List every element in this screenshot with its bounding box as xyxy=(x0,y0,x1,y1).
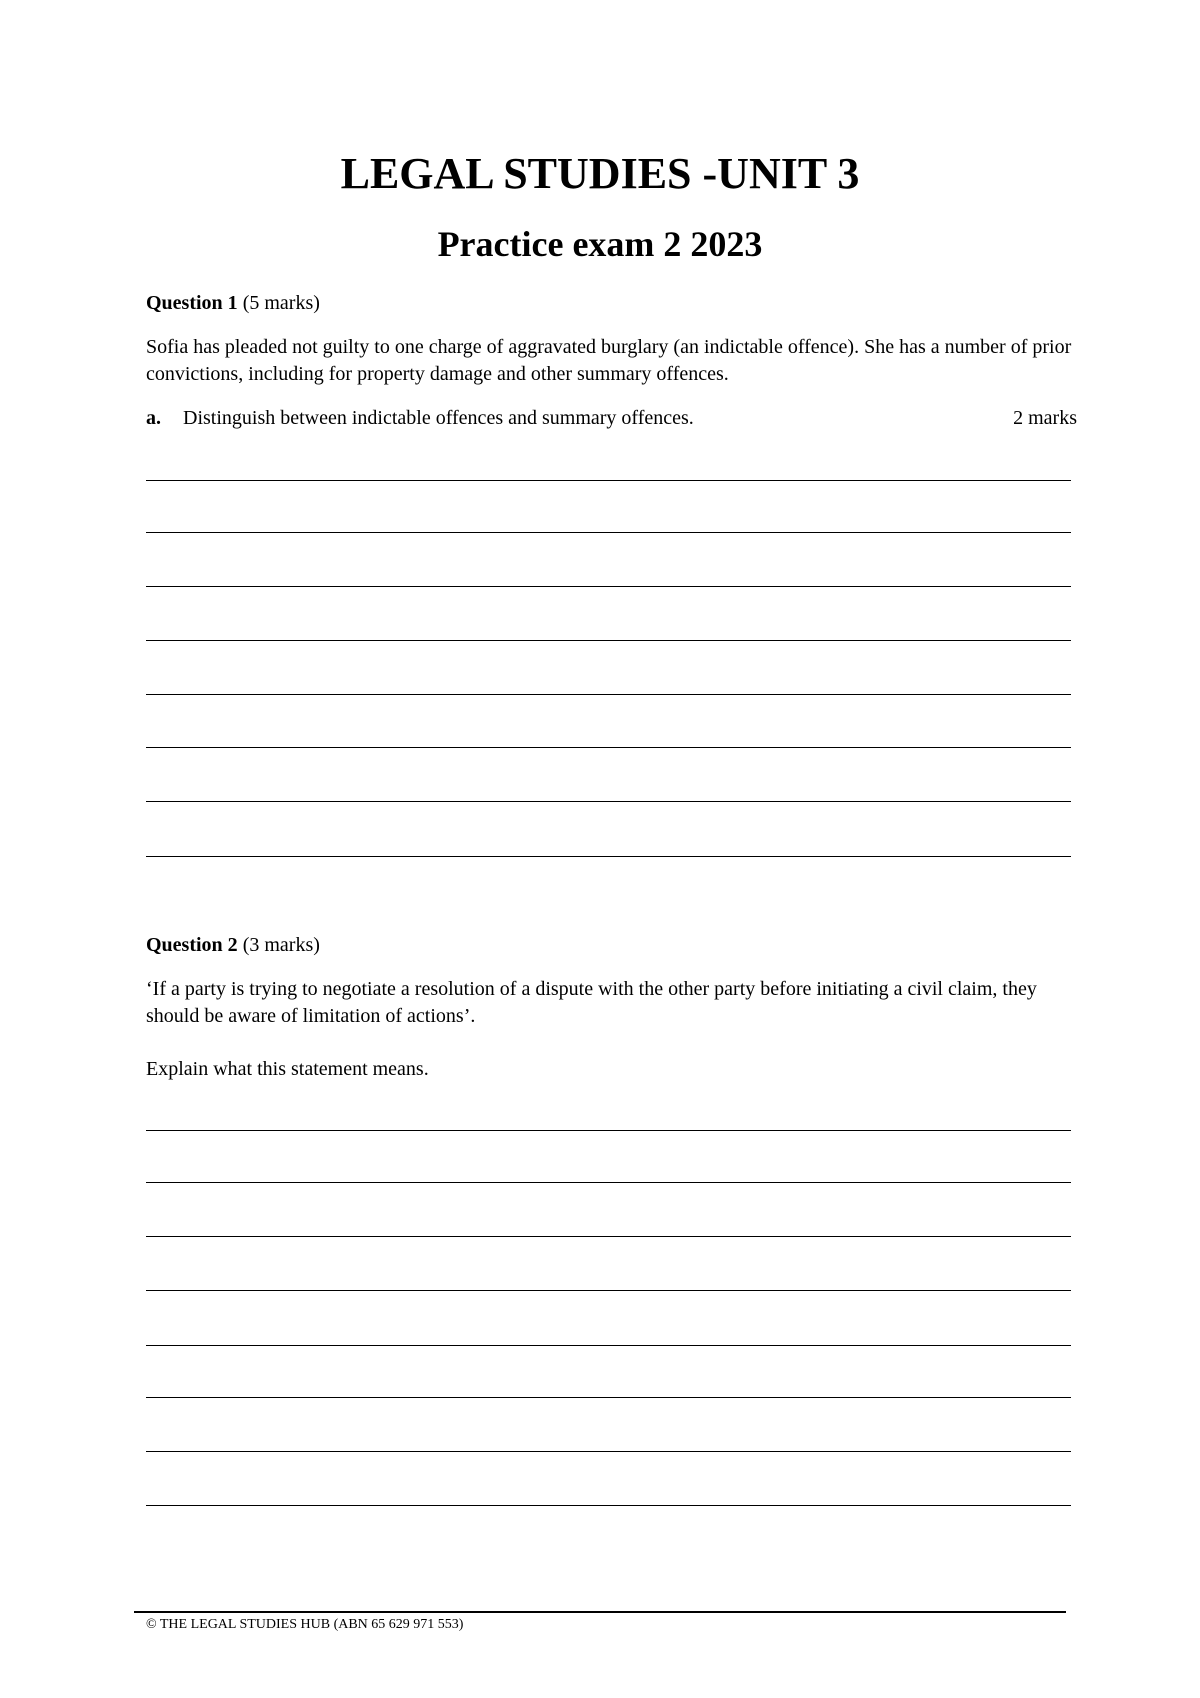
answer-line[interactable] xyxy=(146,1130,1071,1131)
answer-line[interactable] xyxy=(146,640,1071,641)
answer-line[interactable] xyxy=(146,747,1071,748)
question-2-instruction: Explain what this statement means. xyxy=(146,1058,429,1080)
document-title: LEGAL STUDIES -UNIT 3 xyxy=(340,149,860,198)
question-2-marks: (3 marks) xyxy=(242,934,320,956)
answer-line[interactable] xyxy=(146,856,1071,857)
answer-line[interactable] xyxy=(146,586,1071,587)
footer-divider xyxy=(134,1611,1066,1613)
footer-copyright: © THE LEGAL STUDIES HUB (ABN 65 629 971 553) xyxy=(146,1617,464,1632)
question-1-stem: Sofia has pleaded not guilty to one charge of aggravated burglary (an indictable offence). She has a number of prior convictions, including for property damage and other summary offences. xyxy=(146,336,1072,385)
answer-line[interactable] xyxy=(146,532,1071,533)
question-1-label: Question 1 xyxy=(146,292,238,314)
question-1-heading xyxy=(146,290,320,316)
question-1-marks: (5 marks) xyxy=(242,292,320,314)
part-a-letter: a. xyxy=(146,407,161,429)
answer-line[interactable] xyxy=(146,1505,1071,1506)
question-2-heading xyxy=(146,932,320,958)
document-subtitle: Practice exam 2 2023 xyxy=(437,224,763,264)
answer-line[interactable] xyxy=(146,1236,1071,1237)
question-2-label: Question 2 xyxy=(146,934,238,956)
answer-line[interactable] xyxy=(146,1290,1071,1291)
answer-line[interactable] xyxy=(146,801,1071,802)
answer-line[interactable] xyxy=(146,1451,1071,1452)
answer-line[interactable] xyxy=(146,480,1071,481)
answer-line[interactable] xyxy=(146,1397,1071,1398)
question-2-quote: ‘If a party is trying to negotiate a resolution of a dispute with the other party before initiating a civil claim, they should be aware of limitation of actions’. xyxy=(146,978,1037,1027)
part-a-text: Distinguish between indictable offences and summary offences. xyxy=(183,407,694,429)
answer-line[interactable] xyxy=(146,1182,1071,1183)
answer-line[interactable] xyxy=(146,694,1071,695)
answer-line[interactable] xyxy=(146,1345,1071,1346)
part-a-marks: 2 marks xyxy=(1013,407,1077,429)
